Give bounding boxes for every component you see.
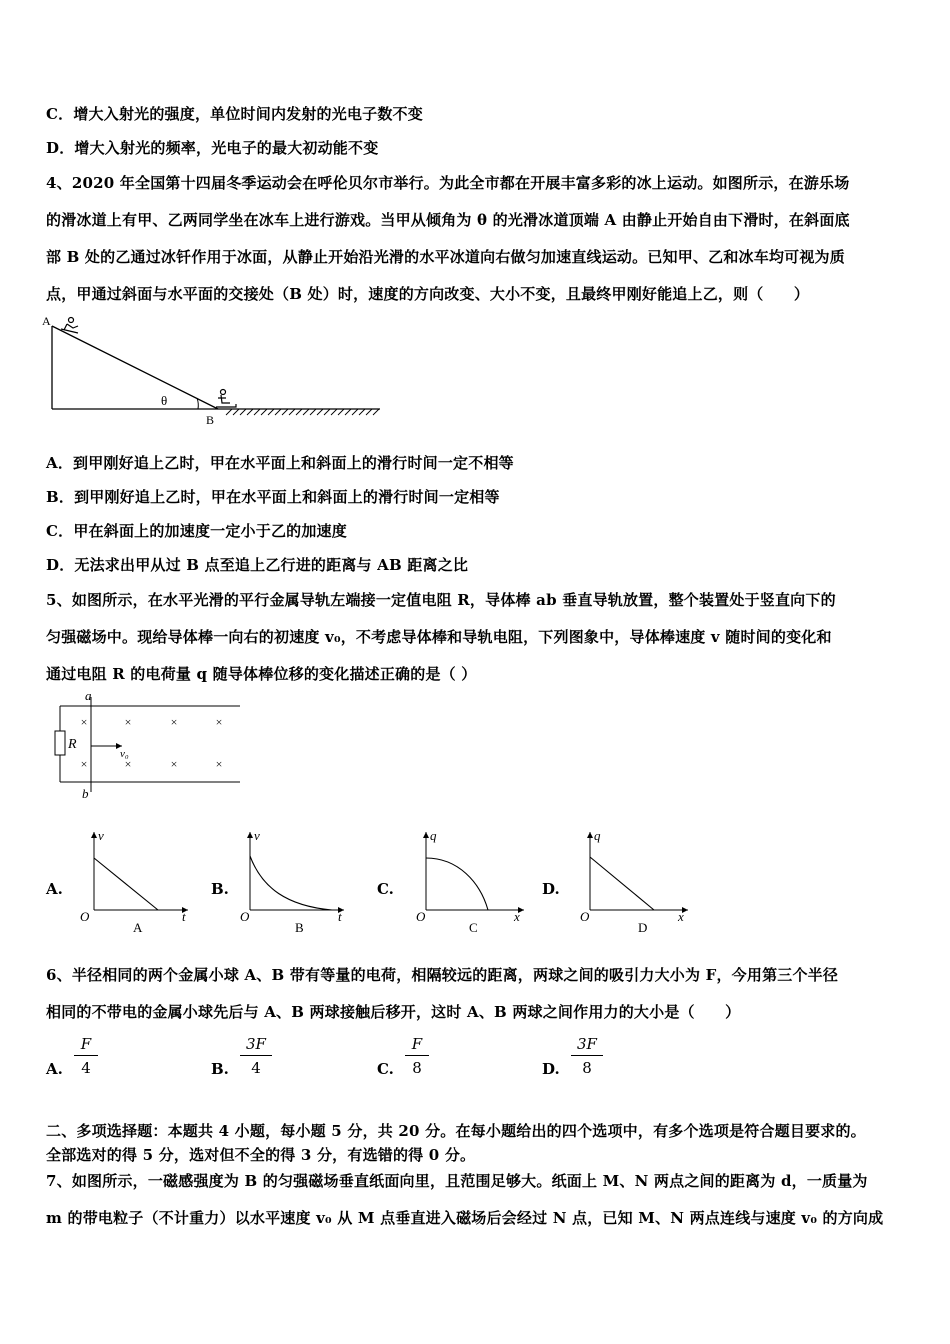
field-cross: ×: [170, 757, 178, 771]
section-2-heading: 全部选对的得 5 分，选对但不全的得 3 分，有选错的得 0 分。: [46, 1146, 476, 1164]
q5-rail-figure: [48, 690, 248, 802]
field-cross: ×: [80, 715, 88, 729]
rail-label-a: a: [85, 690, 92, 703]
q5-graph-b: [232, 826, 352, 938]
field-cross: ×: [80, 757, 88, 771]
section-2-heading: 二、多项选择题：本题共 4 小题，每小题 5 分，共 20 分。在每小题给出的四个选项中，有多个选项是符合题目要求的。: [46, 1122, 866, 1140]
fraction-numerator: 3F: [577, 1035, 597, 1053]
q5-stem-line: 匀强磁场中。现给导体棒一向右的初速度 v₀，不考虑导体棒和导轨电阻，下列图象中，导体棒速度 v 随时间的变化和: [46, 628, 832, 646]
q6-option-c-label: C.: [377, 1060, 394, 1078]
q6-option-b-label: B.: [211, 1060, 229, 1078]
q4-stem-line: 的滑冰道上有甲、乙两同学坐在冰车上进行游戏。当甲从倾角为 θ 的光滑冰道顶端 A 由静止开始自由下滑时，在斜面底: [46, 211, 850, 229]
graph-curve: [250, 856, 332, 910]
q6-option-d-fraction: [571, 1035, 603, 1077]
graph-caption: D: [638, 920, 648, 935]
field-cross: ×: [124, 715, 132, 729]
graph-curve: [426, 858, 488, 910]
fraction-denominator: 4: [251, 1059, 261, 1077]
fraction-numerator: F: [411, 1035, 423, 1053]
q4-option-c: C．甲在斜面上的加速度一定小于乙的加速度: [46, 522, 347, 540]
graph-xlabel: t: [338, 909, 342, 924]
q5-stem-line: 通过电阻 R 的电荷量 q 随导体棒位移的变化描述正确的是（ ）: [46, 665, 477, 683]
q3-option-d: D．增大入射光的频率，光电子的最大初动能不变: [46, 139, 379, 157]
q6-stem-line: 6、半径相同的两个金属小球 A、B 带有等量的电荷，相隔较远的距离，两球之间的吸引力大小为 F，今用第三个半径: [46, 966, 839, 984]
field-cross: ×: [215, 715, 223, 729]
q3-option-c: C．增大入射光的强度，单位时间内发射的光电子数不变: [46, 105, 423, 123]
graph-ylabel: q: [430, 828, 437, 843]
q5-graph-option-a: A.: [46, 880, 63, 898]
sled-person-icon: [216, 390, 236, 408]
incline-label-theta: θ: [161, 393, 168, 408]
q7-stem-line: m 的带电粒子（不计重力）以水平速度 v₀ 从 M 点垂直进入磁场后会经过 N 点，已知 M、N 两点连线与速度 v₀ 的方向成: [46, 1209, 884, 1227]
q4-stem-line: 4、2020 年全国第十四届冬季运动会在呼伦贝尔市举行。为此全市都在开展丰富多彩的冰上运动。如图所示，在游乐场: [46, 174, 850, 192]
graph-xlabel: x: [514, 909, 520, 924]
q6-option-a-label: A.: [46, 1060, 63, 1078]
graph-curve: [94, 858, 158, 910]
graph-origin: O: [80, 909, 90, 924]
q4-stem-line: 点，甲通过斜面与水平面的交接处（B 处）时，速度的方向改变、大小不变，且最终甲刚好能追上乙，则（ ）: [46, 285, 810, 303]
resistor-icon: [55, 731, 65, 755]
field-cross: ×: [124, 757, 132, 771]
q6-option-b-fraction: [240, 1035, 272, 1077]
rail-label-b: b: [82, 786, 89, 801]
graph-caption: C: [469, 920, 478, 935]
q5-graph-a: [76, 826, 196, 938]
graph-curve: [590, 857, 654, 910]
q5-graph-option-c: C.: [377, 880, 394, 898]
q7-stem-line: 7、如图所示，一磁感强度为 B 的匀强磁场垂直纸面向里，且范围足够大。纸面上 M、N 两点之间的距离为 d，一质量为: [46, 1172, 868, 1190]
q6-stem-line: 相同的不带电的金属小球先后与 A、B 两球接触后移开，这时 A、B 两球之间作用力的大小是（ ）: [46, 1003, 741, 1021]
q4-stem-line: 部 B 处的乙通过冰钎作用于冰面，从静止开始沿光滑的水平冰道向右做匀加速直线运动。已知甲、乙和冰车均可视为质: [46, 248, 845, 266]
field-cross: ×: [215, 757, 223, 771]
graph-origin: O: [580, 909, 590, 924]
graph-ylabel: v: [98, 828, 104, 843]
fraction-denominator: 8: [412, 1059, 422, 1077]
rail-label-v0: v₀: [120, 748, 129, 760]
q5-stem-line: 5、如图所示，在水平光滑的平行金属导轨左端接一定值电阻 R，导体棒 ab 垂直导轨放置，整个装置处于竖直向下的: [46, 591, 836, 609]
q4-option-d: D．无法求出甲从过 B 点至追上乙行进的距离与 AB 距离之比: [46, 556, 469, 574]
graph-origin: O: [416, 909, 426, 924]
field-cross: ×: [170, 715, 178, 729]
incline-label-a: A: [42, 314, 51, 328]
sled-person-icon: [61, 318, 78, 334]
graph-xlabel: t: [182, 909, 186, 924]
q5-graph-option-d: D.: [542, 880, 560, 898]
graph-xlabel: x: [678, 909, 684, 924]
fraction-numerator: 3F: [246, 1035, 266, 1053]
q5-graph-option-b: B.: [211, 880, 229, 898]
rail-label-r: R: [68, 737, 77, 752]
q4-incline-figure: [40, 312, 385, 430]
q4-option-a: A．到甲刚好追上乙时，甲在水平面上和斜面上的滑行时间一定不相等: [46, 454, 514, 472]
fraction-denominator: 8: [582, 1059, 592, 1077]
q5-graph-c: [408, 826, 532, 938]
graph-ylabel: v: [254, 828, 260, 843]
incline-label-b: B: [206, 413, 215, 427]
graph-origin: O: [240, 909, 250, 924]
q6-option-a-fraction: [74, 1035, 98, 1077]
q5-graph-d: [572, 826, 696, 938]
q6-option-c-fraction: [405, 1035, 429, 1077]
fraction-numerator: F: [80, 1035, 92, 1053]
graph-caption: B: [295, 920, 304, 935]
q6-option-d-label: D.: [542, 1060, 560, 1078]
graph-ylabel: q: [594, 828, 601, 843]
fraction-denominator: 4: [81, 1059, 91, 1077]
q4-option-b: B．到甲刚好追上乙时，甲在水平面上和斜面上的滑行时间一定相等: [46, 488, 500, 506]
graph-caption: A: [133, 920, 143, 935]
